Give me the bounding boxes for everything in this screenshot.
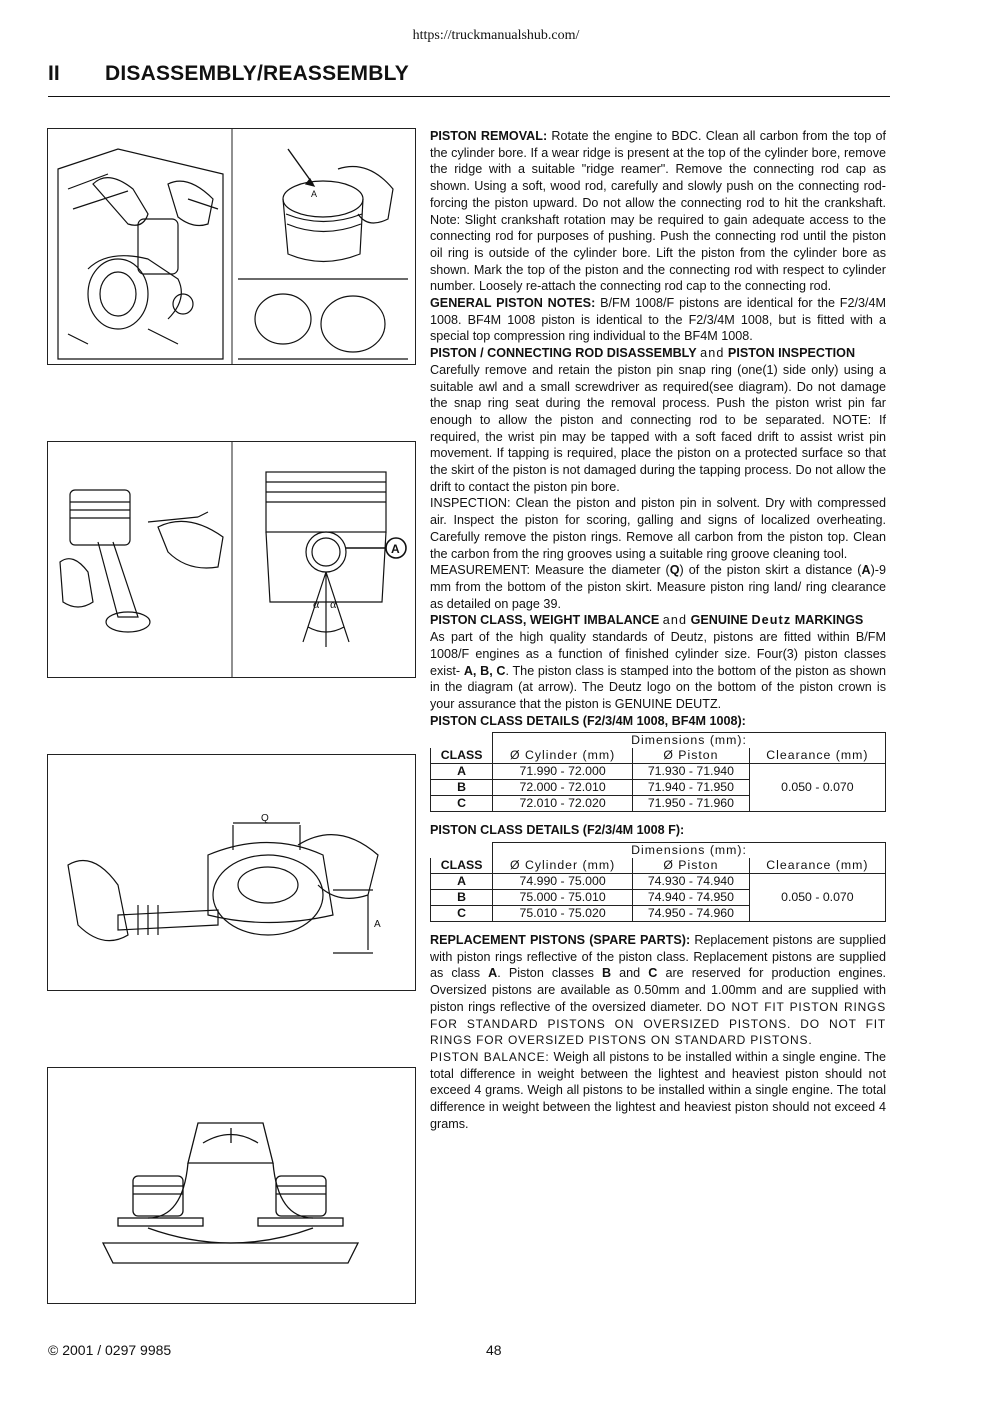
- measurement-q: Q: [669, 563, 680, 578]
- measurement-text-3: )-9 mm from the bottom of the piston skirt. Measure piston ring land/ ring clearance as detailed on page 39.: [430, 563, 886, 611]
- class-heading-and: and: [662, 613, 688, 628]
- measurement-text-2: ) of the piston skirt a distance (: [679, 563, 862, 578]
- measurement-a: A: [861, 563, 871, 578]
- paragraph-inspection: INSPECTION: Clean the piston and piston pin in solvent. Dry with compressed air. Inspect the piston for scoring, galling and signs of localized overheating. Carefully remove the piston rings. Remove all carbon from the piston top. Clean the carbon from the ring grooves using a suitable ring groove cleaning tool.: [430, 496, 886, 561]
- inspection-heading: PISTON INSPECTION: [727, 346, 856, 361]
- figure-piston-removal: [47, 128, 416, 365]
- replacement-warning: DO NOT FIT PISTON RINGS FOR STANDARD PISTONS ON OVERSIZED PISTONS. DO NOT FIT RINGS FOR OVERSIZED PISTONS ON STANDARD PISTONS.: [430, 999, 887, 1048]
- section-number: II: [48, 62, 60, 85]
- replacement-text-3: are reserved for production engines. Oversized pistons are available as 0.50mm and 1.00mm and are supplied with piston rings reflective of the oversized diameter.: [430, 966, 887, 1014]
- replacement-heading: REPLACEMENT PISTONS (SPARE PARTS):: [430, 933, 691, 948]
- table2-col-class: CLASS: [431, 858, 493, 874]
- piston-class-table-1: [430, 732, 886, 812]
- table1-col-clearance: Clearance (mm): [749, 748, 885, 764]
- class-heading-genuine: GENUINE: [690, 613, 748, 628]
- snap-ring-illustration: [48, 442, 415, 677]
- piston-removal-text: Rotate the engine to BDC. Clean all carbon from the top of the cylinder bore. If a wear ridge is present at the top of the cylinder bore, remove the ridge with a suitable "ridge reamer". Remove the connecting rod cap as shown. Using a soft, wood rod, carefully and slowly push on the connecting rod- forcing the piston upward. Do not allow the connecting rod to hit the crankshaft. Note: Slight crankshaft rotation may be required to gain adequate access to the connecting rod for purposes of pushing. Push the connecting rod until the piston oil ring is outside of the cylinder bore. Lift the piston from the cylinder bore as shown. Mark the top of the piston and the connecting rod with respect to cylinder number. Loosely re-attach the connecting rod cap to the connecting rod.: [430, 129, 886, 294]
- replacement-and: and: [619, 966, 641, 981]
- general-notes-heading: GENERAL PISTON NOTES:: [430, 296, 596, 311]
- paragraph-disassembly-heading: [430, 345, 886, 362]
- piston-removal-heading: PISTON REMOVAL:: [430, 129, 548, 143]
- paragraph-class: [430, 629, 886, 713]
- paragraph-measurement: [430, 562, 886, 612]
- table2-dimensions-label: Dimensions (mm):: [631, 843, 747, 858]
- table1-dimensions-label: Dimensions (mm):: [631, 733, 747, 748]
- paragraph-balance: [430, 1049, 886, 1133]
- table-row: A 71.990 - 72.000 71.930 - 71.940 0.050 - 0.070: [431, 764, 886, 780]
- disassembly-heading: PISTON / CONNECTING ROD DISASSEMBLY: [430, 346, 697, 361]
- disassembly-heading-and: and: [700, 346, 725, 361]
- replacement-class-a: A: [488, 966, 498, 981]
- balance-text: Weigh all pistons to be installed within a single engine. The total difference in weight between the lightest and heaviest piston should not exceed 4 grams. Weigh all pistons to be installed within a single engine. The total difference in weight between the lightest and heaviest piston should not exceed 4 grams.: [430, 1049, 886, 1131]
- class-heading: PISTON CLASS, WEIGHT IMBALANCE: [430, 613, 660, 628]
- micrometer-illustration: [48, 755, 415, 990]
- paragraph-piston-removal: [430, 128, 886, 295]
- angle-label-right: α: [330, 597, 337, 611]
- table1-col-cylinder: Ø Cylinder (mm): [493, 748, 633, 764]
- replacement-class-b: B: [601, 966, 612, 981]
- table1-title: PISTON CLASS DETAILS (F2/3/4M 1008, BF4M 1008):: [430, 713, 746, 728]
- table2-col-cylinder: Ø Cylinder (mm): [493, 858, 633, 874]
- figure-piston-scale: [47, 1067, 416, 1304]
- table2-col-piston: Ø Piston: [633, 858, 750, 874]
- table-row: C 72.010 - 72.020 71.950 - 71.960: [431, 796, 886, 812]
- figure-label-a: A: [311, 189, 318, 199]
- piston-removal-illustration: [48, 129, 415, 364]
- piston-scale-illustration: [48, 1068, 415, 1303]
- table-row: A 74.990 - 75.000 74.930 - 74.940 0.050 - 0.070: [431, 874, 886, 890]
- replacement-class-c: C: [648, 966, 658, 981]
- table2-title: PISTON CLASS DETAILS (F2/3/4M 1008 F):: [430, 823, 685, 838]
- angle-label-left: α: [313, 597, 320, 611]
- balance-heading: PISTON BALANCE:: [430, 1049, 550, 1064]
- section-title: DISASSEMBLY/REASSEMBLY: [105, 62, 409, 85]
- dimension-label-a: A: [374, 919, 381, 930]
- table-row: B 75.000 - 75.010 74.940 - 74.950: [431, 890, 886, 906]
- class-letters: A, B, C: [463, 663, 506, 678]
- footer-copyright: © 2001 / 0297 9985: [48, 1342, 172, 1358]
- page-number: 48: [486, 1342, 502, 1358]
- paragraph-disassembly: Carefully remove and retain the piston pin snap ring (one(1) side only) using a suitable awl and a small screwdriver as required(see diagram). Do not damage the snap ring seat during the removal process. Push the piston wrist pin far enough to allow the piston and connecting rod to be separated. NOTE: If required, the wrist pin may be tapped with a soft faced drift to assist wrist pin movement. If tapping is required, place the piston on a protected surface so that the skirt of the piston is not damaged during the tapping process. Do not allow the drift to contact the piston pin bore.: [430, 362, 886, 494]
- class-heading-deutz: Deutz: [751, 613, 792, 628]
- page-header: [48, 62, 890, 97]
- figure-label-a2: A: [391, 542, 400, 556]
- paragraph-general-notes: [430, 295, 886, 345]
- source-url[interactable]: https://truckmanualshub.com/: [412, 28, 580, 43]
- table1-clearance: 0.050 - 0.070: [749, 764, 885, 812]
- class-text-1: As part of the high quality standards of Deutz, pistons are fitted within B/FM 1008/F engines as a function of finished cylinder size. Four(3) piston classes exist-: [430, 630, 886, 678]
- general-notes-text: B/FM 1008/F pistons are identical for the F2/3/4M 1008. BF4M 1008 piston is identical to the F2/3/4M 1008, but is fitted with a special top compression ring individual to the BF4M 1008.: [430, 296, 886, 344]
- paragraph-replacement: [430, 932, 886, 1049]
- class-heading-markings: MARKINGS: [794, 613, 864, 628]
- figure-snap-ring: [47, 441, 416, 678]
- class-text-2: . The piston class is stamped into the bottom of the piston as shown in the diagram (at arrow). The Deutz logo on the bottom of the piston crown is your assurance that the piston is GENUINE DEUTZ.: [430, 663, 887, 711]
- dimension-label-q: Q: [261, 813, 269, 824]
- table2-col-clearance: Clearance (mm): [749, 858, 885, 874]
- body-text: [430, 128, 886, 1132]
- table-row: B 72.000 - 72.010 71.940 - 71.950: [431, 780, 886, 796]
- paragraph-class-heading: [430, 612, 886, 629]
- table1-col-piston: Ø Piston: [633, 748, 750, 764]
- table2-clearance: 0.050 - 0.070: [749, 874, 885, 922]
- replacement-text-2: . Piston classes: [497, 966, 594, 981]
- piston-class-table-2: [430, 842, 886, 922]
- table1-col-class: CLASS: [431, 748, 493, 764]
- replacement-text-1: Replacement pistons are supplied with piston rings reflective of the piston class. Replacement pistons are supplied as class: [430, 933, 886, 981]
- figure-micrometer: [47, 754, 416, 991]
- measurement-text-1: MEASUREMENT: Measure the diameter (: [430, 563, 670, 578]
- table-row: C 75.010 - 75.020 74.950 - 74.960: [431, 906, 886, 922]
